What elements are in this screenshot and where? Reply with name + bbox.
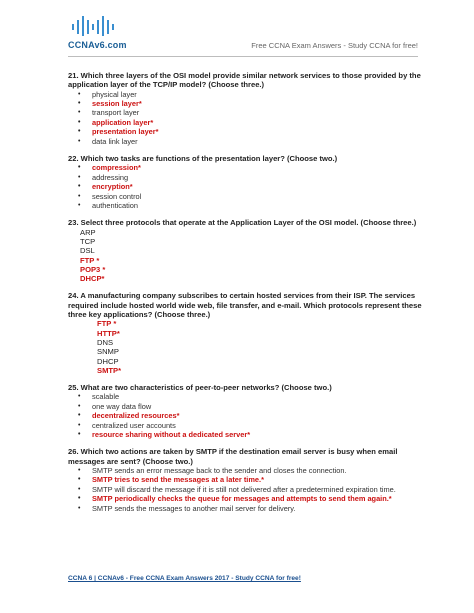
answer-option: DHCP [97, 356, 119, 366]
answer-option-correct: FTP * [80, 255, 100, 265]
site-tagline: Free CCNA Exam Answers - Study CCNA for free! [251, 41, 418, 50]
question-block-26 [68, 447, 424, 513]
question-text: 21. Which three layers of the OSI model provide similar network services to those provided by the application layer of the TCP/IP model? (Choose three.) [68, 71, 421, 90]
answer-option-correct: • presentation layer* [68, 127, 424, 136]
answer-option: • data link layer [68, 137, 424, 146]
answer-option-correct: • session layer* [68, 99, 424, 108]
answer-option: SNMP [97, 347, 119, 357]
answer-option-correct: • SMTP periodically checks the queue for messages and attempts to send them again.* [68, 494, 424, 503]
answer-option-correct: DHCP* [80, 274, 105, 284]
answer-option: DSL [80, 246, 95, 256]
footer-link[interactable]: CCNA 6 | CCNAv6 - Free CCNA Exam Answers 2017 - Study CCNA for free! [68, 575, 301, 582]
answer-option-correct: • resource sharing without a dedicated server* [68, 430, 424, 439]
question-block-22 [68, 154, 424, 210]
question-text: 22. Which two tasks are functions of the presentation layer? (Choose two.) [68, 154, 338, 164]
answer-option: • physical layer [68, 90, 424, 99]
answer-option: • addressing [68, 173, 424, 182]
answer-option-correct: FTP * [97, 319, 117, 329]
answer-option: • SMTP sends the messages to another mail server for delivery. [68, 504, 424, 513]
answer-list [68, 228, 424, 284]
answer-option-correct: • compression* [68, 163, 424, 172]
answer-option: ARP [80, 227, 96, 237]
answer-list [68, 392, 424, 439]
answer-option-correct: • SMTP tries to send the messages at a later time.* [68, 475, 424, 484]
question-block-24 [68, 291, 424, 375]
answer-option: • SMTP will discard the message if it is still not delivered after a predetermined expiration time. [68, 485, 424, 494]
page-header [0, 0, 474, 64]
question-text: 23. Select three protocols that operate at the Application Layer of the OSI model. (Choose three.) [68, 218, 417, 228]
answer-list [68, 466, 424, 513]
answer-option: • centralized user accounts [68, 421, 424, 430]
answer-option: TCP [80, 236, 96, 246]
question-block-23 [68, 218, 424, 283]
answer-option: • one way data flow [68, 402, 424, 411]
answer-option-correct: • application layer* [68, 118, 424, 127]
page-content [68, 71, 424, 513]
question-block-21 [68, 71, 424, 146]
question-text: 26. Which two actions are taken by SMTP if the destination email server is busy when email messages are sent? (Choose two.) [68, 447, 398, 466]
answer-list [68, 319, 424, 375]
answer-option: • authentication [68, 201, 424, 210]
header-divider [68, 56, 418, 57]
logo-text: CCNAv6.com [68, 40, 127, 50]
question-text: 24. A manufacturing company subscribes to certain hosted services from their ISP. The services required include hosted world wide web, file transfer, and e-mail. Which protocols represent these three key applications? (Choose three.) [68, 291, 422, 320]
question-block-25 [68, 383, 424, 439]
answer-option-correct: POP3 * [80, 264, 106, 274]
cisco-bars-icon [72, 14, 130, 36]
site-logo[interactable] [68, 14, 138, 54]
answer-option: • SMTP sends an error message back to the sender and closes the connection. [68, 466, 424, 475]
answer-option: • transport layer [68, 108, 424, 117]
answer-option-correct: • decentralized resources* [68, 411, 424, 420]
question-text: 25. What are two characteristics of peer-to-peer networks? (Choose two.) [68, 383, 332, 393]
answer-option: • scalable [68, 392, 424, 401]
answer-option-correct: HTTP* [97, 328, 120, 338]
answer-list [68, 163, 424, 210]
answer-option: • session control [68, 192, 424, 201]
answer-option: DNS [97, 337, 114, 347]
answer-option-correct: • encryption* [68, 182, 424, 191]
answer-option-correct: SMTP* [97, 365, 122, 375]
answer-list [68, 90, 424, 146]
